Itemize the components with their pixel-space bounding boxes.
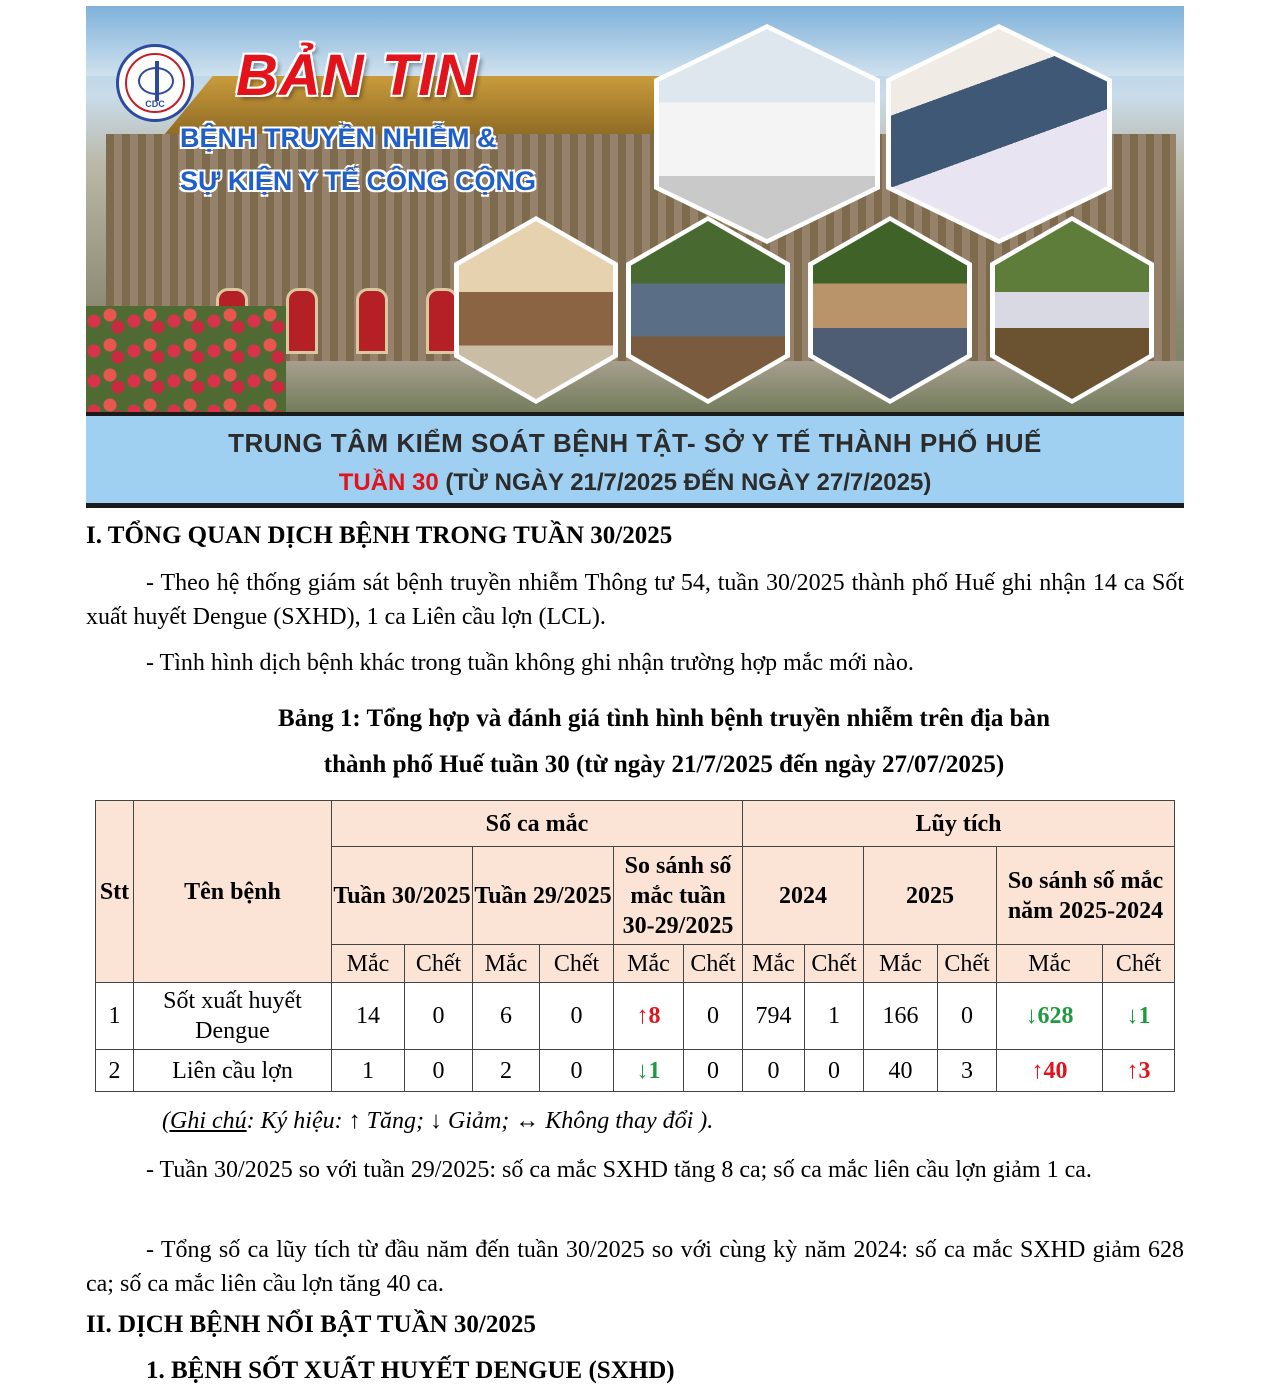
section1-paragraph-1: - Theo hệ thống giám sát bệnh truyền nhiễm Thông tư 54, tuần 30/2025 thành phố Huế ghi nhận 14 ca Sốt xuất huyết Dengue (SXHD), 1 ca Liên cầu lợn (LCL). xyxy=(86,570,1184,630)
table-caption-line1: Bảng 1: Tổng hợp và đánh giá tình hình bệnh truyền nhiễm trên địa bàn xyxy=(278,705,1050,732)
section2-subheading-dengue: 1. BỆNH SỐT XUẤT HUYẾT DENGUE (SXHD) xyxy=(146,1357,675,1384)
banner-date-range: (TỪ NGÀY 21/7/2025 ĐẾN NGÀY 27/7/2025) xyxy=(445,469,932,496)
cell-w30-mac: 1 xyxy=(332,1050,405,1092)
cell-w29-mac: 6 xyxy=(473,983,540,1050)
header-mac: Mắc xyxy=(614,945,684,983)
banner-organization: TRUNG TÂM KIỂM SOÁT BỆNH TẬT- SỞ Y TẾ THÀNH PHỐ HUẾ xyxy=(228,428,1042,458)
cell-w30-chet: 0 xyxy=(405,983,473,1050)
header-chet: Chết xyxy=(805,945,864,983)
header-chet: Chết xyxy=(540,945,614,983)
cell-compare-year-chet: ↓1 xyxy=(1103,983,1175,1050)
header-compare-week: So sánh số mắc tuần 30-29/2025 xyxy=(614,847,743,945)
banner-subtitle-line1: BỆNH TRUYỀN NHIỄM & xyxy=(180,123,497,153)
banner-footer-band xyxy=(86,412,1184,508)
header-mac: Mắc xyxy=(332,945,405,983)
cell-disease-name: Sốt xuất huyết Dengue xyxy=(134,983,332,1050)
header-year-2024: 2024 xyxy=(743,847,864,945)
cell-w29-chet: 0 xyxy=(540,983,614,1050)
header-cumulative: Lũy tích xyxy=(743,801,1175,847)
header-mac: Mắc xyxy=(997,945,1103,983)
cell-compare-year-chet: ↑3 xyxy=(1103,1050,1175,1092)
header-compare-year: So sánh số mắc năm 2025-2024 xyxy=(997,847,1175,945)
cell-2025-chet: 3 xyxy=(938,1050,997,1092)
note-label: (Ghi chú xyxy=(162,1108,247,1134)
disease-summary-table xyxy=(95,800,1175,1092)
table-row xyxy=(96,983,1175,1050)
cell-disease-name: Liên cầu lợn xyxy=(134,1050,332,1092)
header-week-29: Tuần 29/2025 xyxy=(473,847,614,945)
banner-week: TUẦN 30 xyxy=(338,469,439,496)
comparison-week-paragraph: - Tuần 30/2025 so với tuần 29/2025: số ca mắc SXHD tăng 8 ca; số ca mắc liên cầu lợn giảm 1 ca. xyxy=(146,1157,1092,1183)
cell-compare-year-mac: ↓628 xyxy=(997,983,1103,1050)
cell-compare-year-mac: ↑40 xyxy=(997,1050,1103,1092)
cell-2024-chet: 1 xyxy=(805,983,864,1050)
cell-compare-week-mac: ↑8 xyxy=(614,983,684,1050)
cell-w30-mac: 14 xyxy=(332,983,405,1050)
cell-stt: 2 xyxy=(96,1050,134,1092)
cell-stt: 1 xyxy=(96,983,134,1050)
cell-2024-mac: 0 xyxy=(743,1050,805,1092)
header-cases: Số ca mắc xyxy=(332,801,743,847)
banner-flowers xyxy=(86,306,286,416)
header-mac: Mắc xyxy=(473,945,540,983)
header-chet: Chết xyxy=(684,945,743,983)
banner-subtitle-line2: SỰ KIỆN Y TẾ CÔNG CỘNG xyxy=(180,166,536,196)
cell-2025-mac: 40 xyxy=(864,1050,938,1092)
cell-2025-chet: 0 xyxy=(938,983,997,1050)
note-text: : Ký hiệu: ↑ Tăng; ↓ Giảm; ↔ Không thay đổi ). xyxy=(246,1108,714,1134)
header-disease-name: Tên bệnh xyxy=(134,801,332,983)
header-year-2025: 2025 xyxy=(864,847,997,945)
banner-palace-window xyxy=(356,288,388,354)
comparison-year-paragraph: - Tổng số ca lũy tích từ đầu năm đến tuần 30/2025 so với cùng kỳ năm 2024: số ca mắc SXHD giảm 628 ca; số ca mắc liên cầu lợn tăng 40 ca. xyxy=(86,1237,1184,1297)
cell-w29-chet: 0 xyxy=(540,1050,614,1092)
cell-2025-mac: 166 xyxy=(864,983,938,1050)
section2-heading: II. DỊCH BỆNH NỔI BẬT TUẦN 30/2025 xyxy=(86,1311,536,1338)
header-chet: Chết xyxy=(1103,945,1175,983)
table-caption-line2: thành phố Huế tuần 30 (từ ngày 21/7/2025 đến ngày 27/07/2025) xyxy=(323,751,1005,778)
header-week-30: Tuần 30/2025 xyxy=(332,847,473,945)
header-chet: Chết xyxy=(405,945,473,983)
cell-compare-week-mac: ↓1 xyxy=(614,1050,684,1092)
header-chet: Chết xyxy=(938,945,997,983)
cell-w29-mac: 2 xyxy=(473,1050,540,1092)
cell-compare-week-chet: 0 xyxy=(684,1050,743,1092)
cell-2024-chet: 0 xyxy=(805,1050,864,1092)
header-mac: Mắc xyxy=(743,945,805,983)
header-stt: Stt xyxy=(96,801,134,983)
cell-compare-week-chet: 0 xyxy=(684,983,743,1050)
banner-palace-window xyxy=(286,288,318,354)
banner-title: BẢN TIN xyxy=(236,43,479,108)
header-mac: Mắc xyxy=(864,945,938,983)
cell-w30-chet: 0 xyxy=(405,1050,473,1092)
banner-palace-window xyxy=(426,288,458,354)
section1-heading: I. TỔNG QUAN DỊCH BỆNH TRONG TUẦN 30/2025 xyxy=(86,522,673,549)
table-row xyxy=(96,1050,1175,1092)
legend-note xyxy=(162,1108,713,1135)
cell-2024-mac: 794 xyxy=(743,983,805,1050)
banner-week-line xyxy=(86,469,1184,497)
section1-paragraph-2: - Tình hình dịch bệnh khác trong tuần không ghi nhận trường hợp mắc mới nào. xyxy=(146,650,914,676)
bulletin-banner xyxy=(86,6,1184,508)
cdc-logo: CDC xyxy=(116,44,194,122)
